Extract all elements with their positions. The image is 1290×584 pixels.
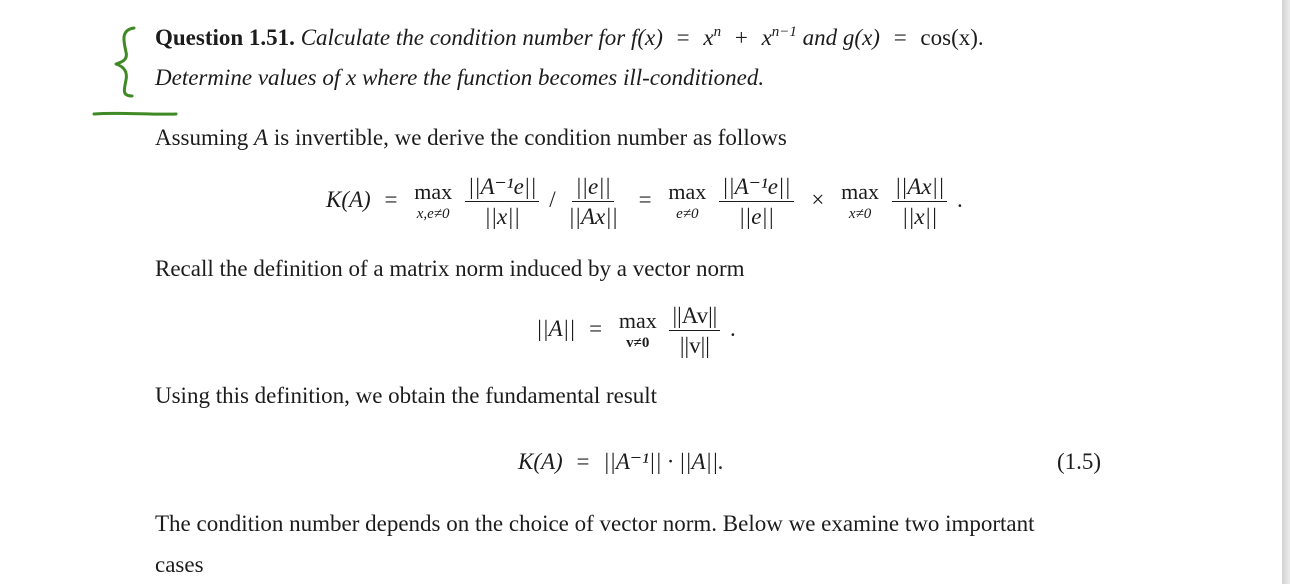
question-line2-after: where the function becomes ill-conditioned. [361,65,765,90]
para1-before: Assuming [155,125,249,150]
f-lhs: f(x) [630,25,663,50]
eq1-frac-1: $\frac{\text{||A⁻¹e||}}{||x||}$ [465,174,540,230]
plus-sign: + [734,25,748,50]
equation-matrix-norm [536,303,736,359]
paragraph-3: Using this definition, we obtain the fundamental result [155,383,658,408]
eq2-equals: = [589,316,603,342]
page-edge-shadow [1282,0,1290,584]
eq1-slash: / [549,187,556,213]
eq1-max-3: max x≠0 [841,178,879,222]
question-line-1 [155,26,984,49]
eq1-frac-3: $\frac{\text{||A⁻¹e||}}{||e||}$ [719,174,794,230]
f-term2: $x^{n-1}$ [761,24,797,50]
f-term1: $x^n$ [703,24,722,50]
equation-fundamental-result [518,449,724,475]
question-line2-before: Determine values of [155,65,341,90]
eq1-equals-2: = [638,187,652,213]
eq1-frac-4: $\frac{||Ax||}{||x||}$ [892,174,948,230]
eq2-end: . [730,316,736,342]
eq2-max: max v≠0 [618,307,657,351]
eq1-end: . [957,187,963,213]
paragraph-2: Recall the definition of a matrix norm induced by a vector norm [155,256,745,281]
para1-after: is invertible, we derive the condition number as follows [273,125,787,150]
eq3-lhs: K(A) [518,449,563,474]
eq3-equals: = [576,449,590,474]
and-word: and [802,25,838,50]
para1-var: A [254,125,269,150]
question-label: Question 1.51. [155,25,295,50]
eq2-frac: $\frac{||Av||}{||v||}$ [669,303,720,359]
equals-sign: = [676,25,690,50]
paragraph-1 [155,126,787,149]
question-line2-var: x [345,65,357,90]
eq1-equals: = [384,187,398,213]
eq3-rhs: ||A⁻¹|| · ||A||. [603,449,724,474]
equation-condition-number [326,174,963,230]
equals-sign-2: = [893,25,907,50]
eq1-max-1: max x,e≠0 [414,178,453,222]
eq1-times: × [811,187,825,213]
question-text: Calculate the condition number for [300,25,626,50]
paragraph-4-line-1: The condition number depends on the choice of vector norm. Below we examine two important [155,511,1035,536]
question-line-2 [155,66,764,89]
paragraph-4-line-2: cases [155,552,204,577]
equation-number: (1.5) [1057,449,1102,474]
eq1-frac-2: $\frac{||e||}{||Ax||}$ [568,174,618,230]
g-lhs: g(x) [842,25,880,50]
eq2-lhs: ||A|| [536,316,576,342]
eq1-lhs: K(A) [326,187,371,213]
eq1-max-2: max e≠0 [668,178,707,222]
g-rhs: cos(x). [920,25,984,50]
